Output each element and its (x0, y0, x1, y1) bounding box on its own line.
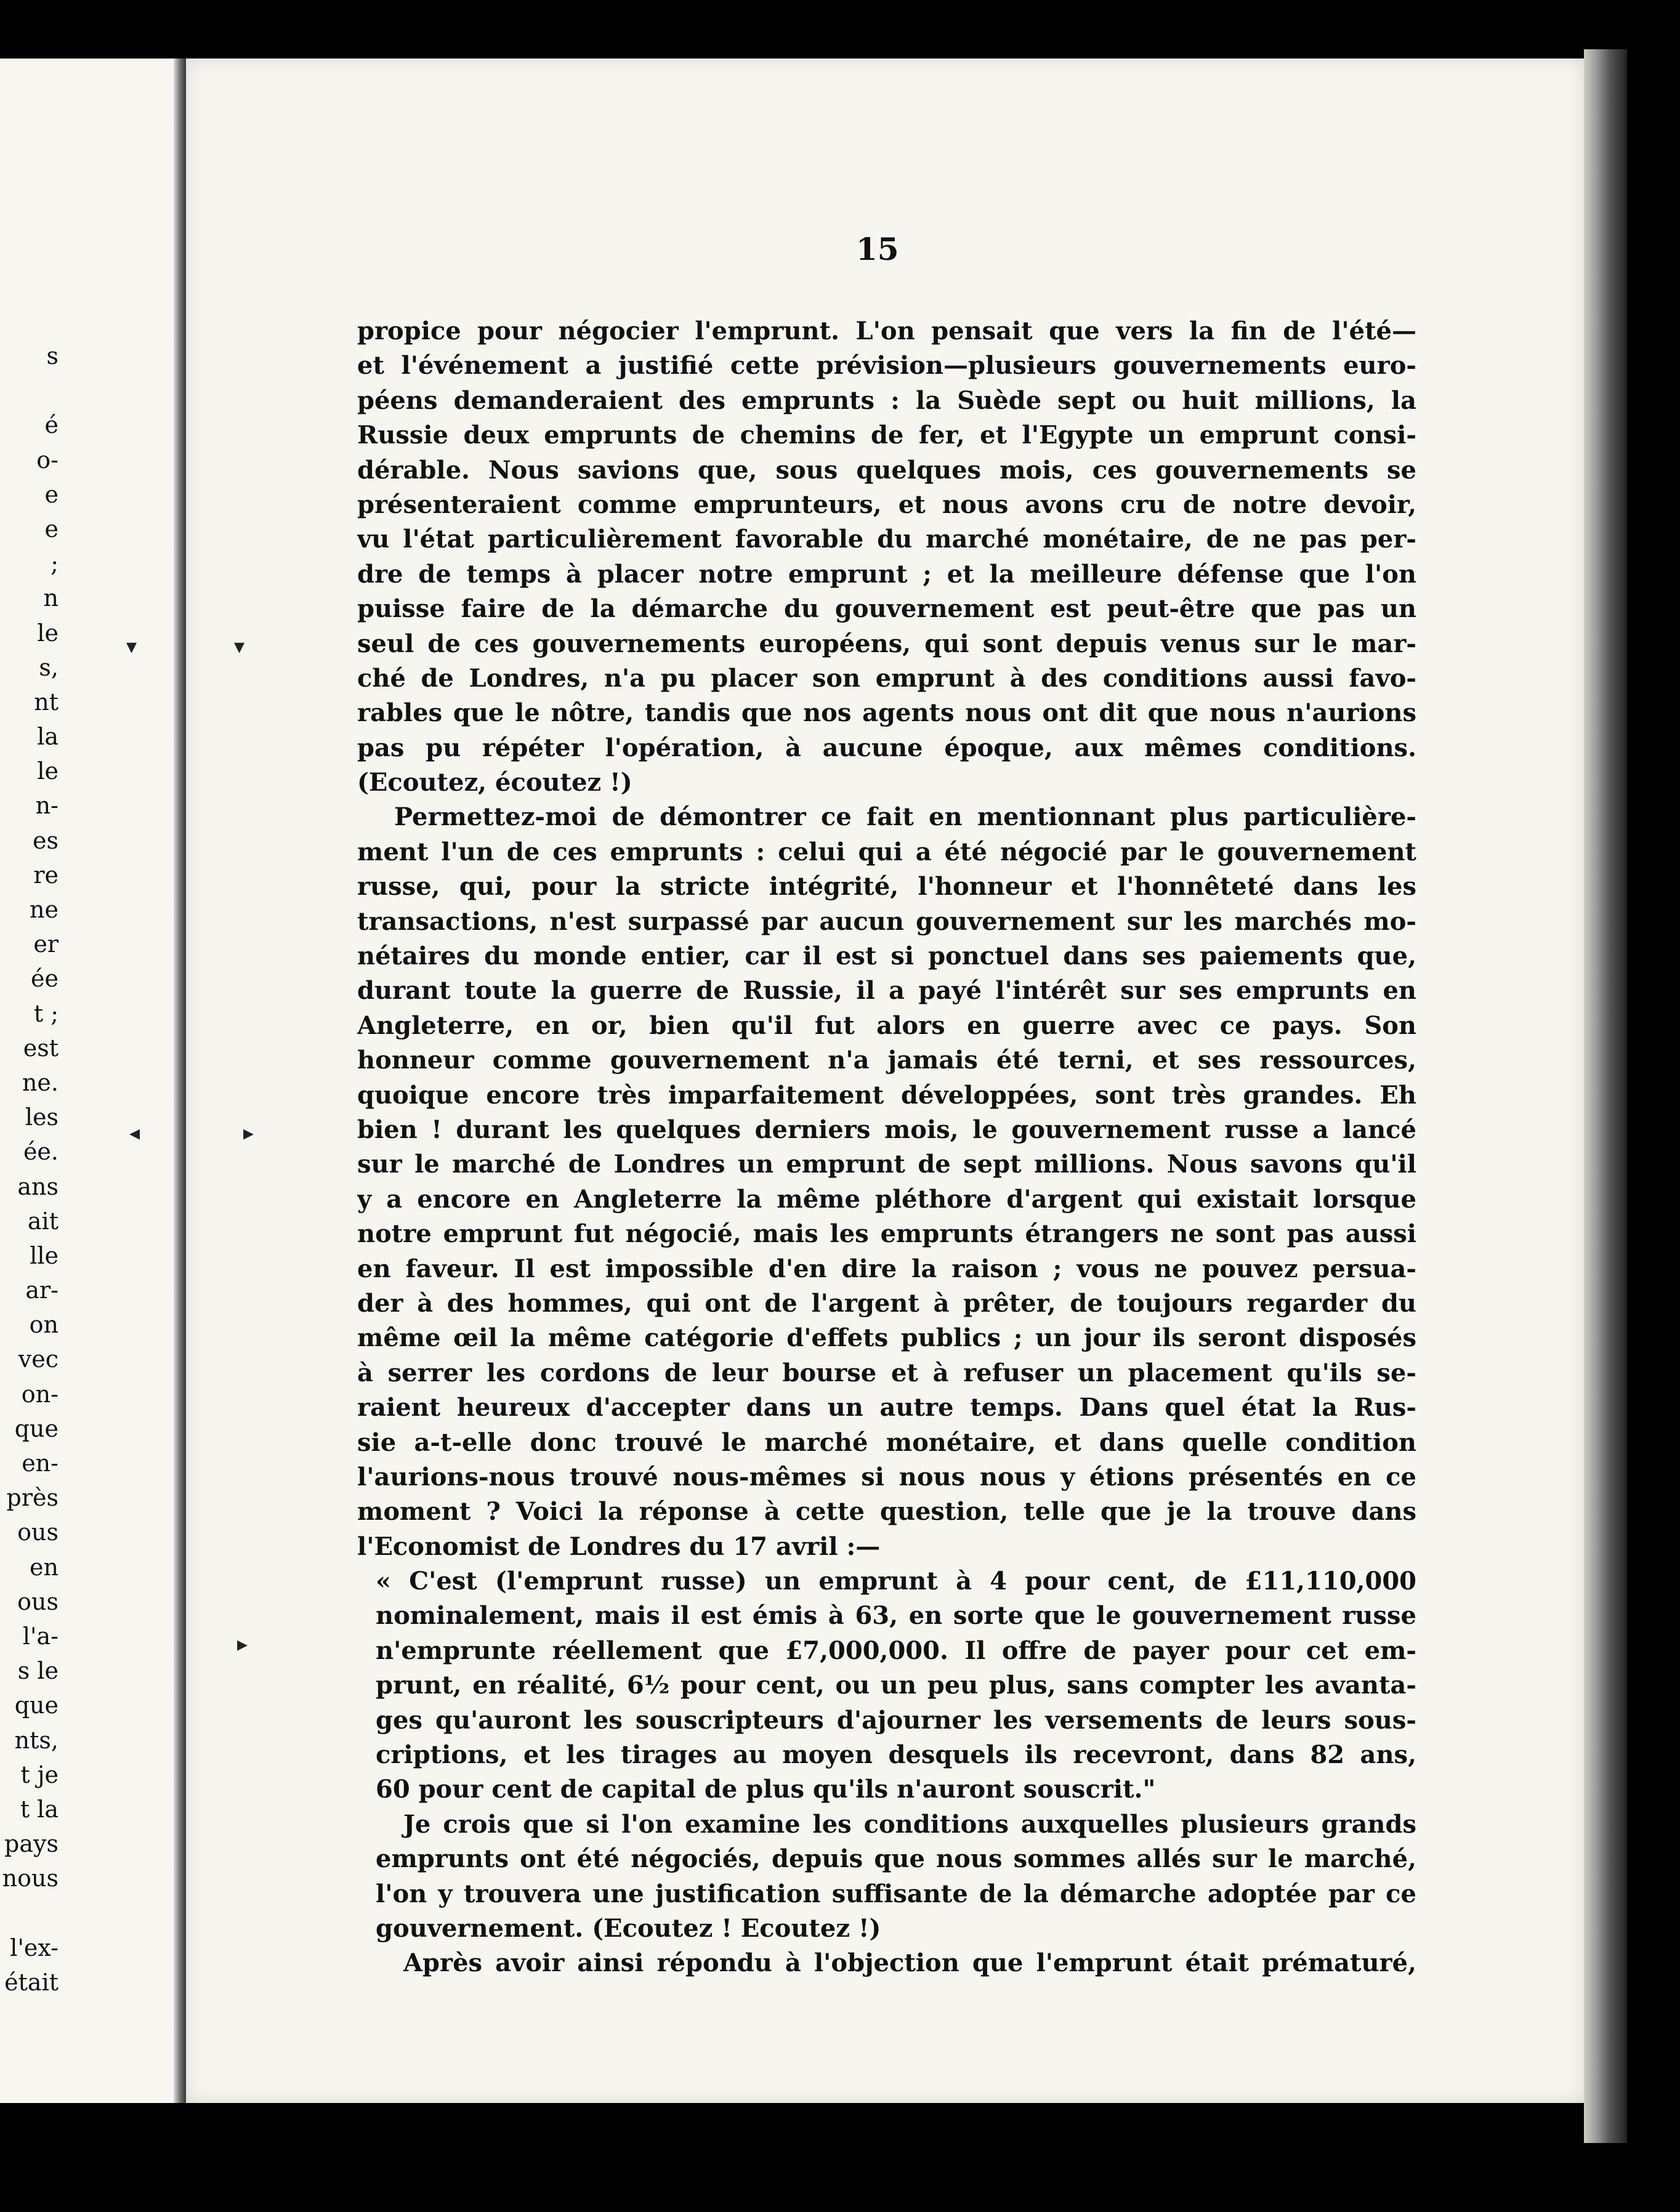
left-fragment: t je (20, 1761, 59, 1788)
left-fragment: es (33, 826, 59, 854)
left-fragment: on (29, 1311, 59, 1339)
left-fragment (0, 373, 59, 408)
text-line: puisse faire de la démarche du gouvernement est peut-être que pas un (357, 594, 1416, 624)
quote-line: ges qu'auront les souscripteurs d'ajourner les versements de leurs sous- (376, 1705, 1416, 1735)
left-fragment: ne (30, 896, 59, 923)
left-fragment: vec (18, 1346, 59, 1373)
left-fragment: ée (31, 965, 59, 993)
text-line: l'aurions-nous trouvé nous-mêmes si nous nous y étions présentés en ce (357, 1462, 1416, 1491)
text-line: nétaires du monde entier, car il est si ponctuel dans ses paiements que, (357, 942, 1416, 971)
left-fragment: ous (17, 1588, 59, 1615)
left-fragment: lle (30, 1241, 59, 1269)
left-fragment: er (33, 930, 59, 958)
text-line: emprunts ont été négociés, depuis que nous sommes allés sur le marché, (376, 1844, 1416, 1874)
text-line: moment ? Voici la réponse à cette question, telle que je la trouve dans (357, 1497, 1416, 1527)
text-line: ché de Londres, n'a pu placer son emprunt à des conditions aussi favo- (357, 663, 1416, 693)
text-line: en faveur. Il est impossible d'en dire la raison ; vous ne pouvez persua- (357, 1254, 1416, 1283)
left-fragment: nous (2, 1865, 59, 1892)
left-fragment: ous (17, 1519, 59, 1546)
left-fragment: pays (4, 1830, 59, 1858)
left-fragment: n- (35, 792, 59, 820)
text-line: propice pour négocier l'emprunt. L'on pensait que vers la fin de l'été— (357, 317, 1416, 345)
text-line: notre emprunt fut négocié, mais les emprunts étrangers ne sont pas aussi (357, 1219, 1416, 1249)
left-fragment: en- (22, 1450, 59, 1477)
left-fragment: près (6, 1484, 59, 1512)
left-fragment: ne. (22, 1068, 59, 1096)
left-fragment (0, 1895, 59, 1930)
left-facing-page (0, 59, 185, 2103)
text-line: pas pu répéter l'opération, à aucune époque, aux mêmes conditions. (357, 733, 1416, 762)
text-line: quoique encore très imparfaitement développées, sont très grandes. Eh (357, 1080, 1416, 1110)
left-fragment: s, (39, 653, 59, 681)
text-line: à serrer les cordons de leur bourse et à refuser un placement qu'ils se- (357, 1358, 1416, 1387)
margin-speck: ▸ (243, 1121, 254, 1145)
text-line: sie a-t-elle donc trouvé le marché monétaire, et dans quelle condition (357, 1427, 1416, 1457)
left-fragment: e (44, 480, 59, 508)
page-edge-shadow (1584, 49, 1627, 2143)
text-line: y a encore en Angleterre la même pléthore d'argent qui existait lorsque (357, 1184, 1416, 1214)
left-fragment: que (14, 1692, 59, 1719)
text-line: (Ecoutez, écoutez !) (357, 768, 632, 797)
quote-line: 60 pour cent de capital de plus qu'ils n'auront souscrit." (376, 1775, 1156, 1804)
text-line: sur le marché de Londres un emprunt de sept millions. Nous savons qu'il (357, 1150, 1416, 1179)
text-line: der à des hommes, qui ont de l'argent à prêter, de toujours regarder du (357, 1288, 1416, 1318)
left-fragment: la (37, 723, 59, 751)
left-fragment: est (23, 1034, 59, 1062)
margin-speck: ▾ (234, 634, 245, 659)
text-line: gouvernement. (Ecoutez ! Ecoutez !) (376, 1913, 881, 1943)
text-line: et l'événement a justifié cette prévision—plusieurs gouvernements euro- (357, 351, 1416, 381)
text-line: raient heureux d'accepter dans un autre temps. Dans quel état la Rus- (357, 1393, 1416, 1423)
text-line: péens demanderaient des emprunts : la Suède sept ou huit millions, la (357, 385, 1416, 415)
left-fragment: était (4, 1968, 59, 1996)
text-line: l'on y trouvera une justification suffisante de la démarche adoptée par ce (376, 1879, 1416, 1908)
text-line: ment l'un de ces emprunts : celui qui a été négocié par le gouvernement (357, 837, 1416, 866)
text-line: Après avoir ainsi répondu à l'objection que l'emprunt était prématuré, (403, 1948, 1416, 1978)
left-fragment: é (44, 411, 59, 439)
margin-speck: ◂ (129, 1121, 140, 1145)
left-fragment: s (46, 342, 59, 369)
quote-line: « C'est (l'emprunt russe) un emprunt à 4 pour cent, de £11,110,000 (376, 1567, 1416, 1596)
left-page-text-fragments (0, 339, 59, 2000)
left-fragment: e (44, 515, 59, 543)
left-fragment: n (43, 584, 59, 612)
quote-line: n'emprunte réellement que £7,000,000. Il offre de payer pour cet em- (376, 1636, 1416, 1665)
text-line: rables que le nôtre, tandis que nos agents nous ont dit que nous n'aurions (357, 698, 1416, 728)
text-line: même œil la même catégorie d'effets publics ; un jour ils seront disposés (357, 1323, 1416, 1353)
left-fragment: le (37, 619, 59, 647)
left-fragment: en (30, 1553, 59, 1581)
left-fragment: que (14, 1415, 59, 1442)
margin-speck: ▸ (237, 1632, 248, 1657)
text-line: vu l'état particulièrement favorable du marché monétaire, de ne pas per- (357, 525, 1416, 554)
book-gutter (174, 59, 186, 2103)
quote-line: prunt, en réalité, 6½ pour cent, ou un peu plus, sans compter les avanta- (376, 1671, 1416, 1700)
text-line: Permettez-moi de démontrer ce fait en mentionnant plus particulière- (394, 802, 1416, 832)
left-fragment: nts, (14, 1726, 59, 1754)
left-fragment: ée. (23, 1138, 59, 1166)
page-number: 15 (856, 231, 899, 267)
text-line: bien ! durant les quelques derniers mois, le gouvernement russe a lancé (357, 1115, 1416, 1144)
text-line: présenteraient comme emprunteurs, et nous avons cru de notre devoir, (357, 490, 1416, 519)
left-fragment: ar- (25, 1277, 59, 1304)
text-line: dérable. Nous savions que, sous quelques mois, ces gouvernements se (357, 455, 1416, 485)
text-line: Angleterre, en or, bien qu'il fut alors en guerre avec ce pays. Son (357, 1011, 1416, 1040)
left-fragment: re (33, 861, 59, 889)
text-line: l'Economist de Londres du 17 avril :— (357, 1532, 881, 1561)
text-line: honneur comme gouvernement n'a jamais été terni, et ses ressources, (357, 1046, 1416, 1075)
text-line: Russie deux emprunts de chemins de fer, et l'Egypte un emprunt consi- (357, 421, 1416, 450)
text-line: seul de ces gouvernements européens, qui sont depuis venus sur le mar- (357, 629, 1416, 658)
quote-line: criptions, et les tirages au moyen desquels ils recevront, dans 82 ans, (376, 1740, 1416, 1770)
left-fragment: l'ex- (10, 1934, 59, 1961)
left-fragment: s le (17, 1657, 59, 1685)
text-line: Je crois que si l'on examine les conditions auxquelles plusieurs grands (403, 1809, 1416, 1839)
left-fragment: t ; (33, 999, 59, 1027)
text-line: russe, qui, pour la stricte intégrité, l'honneur et l'honnêteté dans les (357, 872, 1416, 902)
left-fragment: ans (17, 1173, 59, 1200)
left-fragment: l'a- (22, 1622, 59, 1650)
left-fragment: o- (36, 446, 59, 474)
text-line: durant toute la guerre de Russie, il a payé l'intérêt sur ses emprunts en (357, 976, 1416, 1006)
left-fragment: on- (21, 1380, 59, 1408)
body-text (357, 314, 1416, 1981)
left-fragment: nt (34, 688, 59, 716)
left-fragment: ; (50, 550, 59, 578)
left-fragment: les (25, 1104, 59, 1131)
left-fragment: t la (20, 1795, 59, 1823)
margin-speck: ▾ (126, 634, 137, 659)
left-fragment: ait (27, 1207, 59, 1235)
text-line: transactions, n'est surpassé par aucun gouvernement sur les marchés mo- (357, 906, 1416, 936)
text-line: dre de temps à placer notre emprunt ; et la meilleure défense que l'on (357, 559, 1416, 589)
left-fragment: le (37, 757, 59, 785)
quote-line: nominalement, mais il est émis à 63, en sorte que le gouvernement russe (376, 1601, 1416, 1631)
